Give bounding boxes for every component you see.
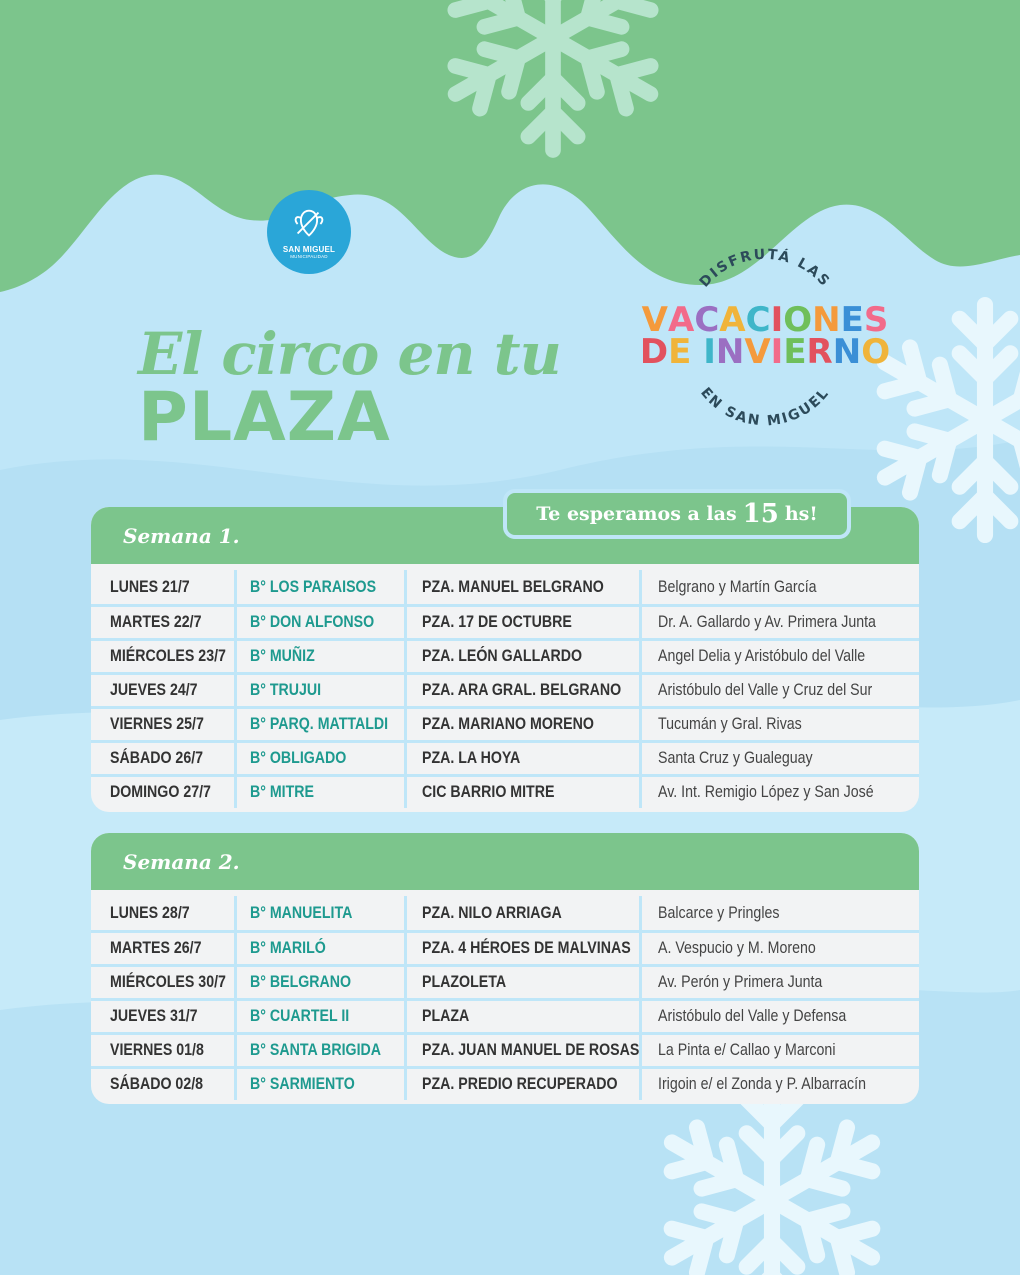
plaza-cell: [404, 570, 639, 604]
plaza-cell: [404, 1035, 639, 1066]
day-cell-text: MIÉRCOLES 30/7: [110, 973, 226, 991]
address-cell: [639, 675, 919, 706]
plaza-cell-text: PZA. PREDIO RECUPERADO: [422, 1075, 618, 1093]
barrio-cell: [234, 1069, 404, 1100]
barrio-cell: [234, 1035, 404, 1066]
plaza-cell: [404, 743, 639, 774]
plaza-cell-text: PZA. JUAN MANUEL DE ROSAS: [422, 1041, 639, 1059]
address-cell-text: Aristóbulo del Valle y Cruz del Sur: [658, 681, 873, 699]
schedule-row: [91, 998, 919, 1032]
day-cell: [91, 896, 234, 930]
schedule-row: [91, 964, 919, 998]
barrio-cell-text: B° MUÑIZ: [250, 647, 315, 665]
plaza-cell-text: PZA. LA HOYA: [422, 749, 521, 767]
plaza-cell-text: PZA. MANUEL BELGRANO: [422, 577, 604, 596]
angel-icon: [290, 205, 328, 243]
svg-text:DISFRUTÁ LAS: [697, 247, 834, 291]
address-cell-text: A. Vespucio y M. Moreno: [658, 939, 816, 957]
vacaciones-badge: [630, 245, 900, 435]
barrio-cell: [234, 743, 404, 774]
barrio-cell-text: B° OBLIGADO: [250, 749, 347, 767]
address-cell-text: Av. Int. Remigio López y San José: [658, 783, 874, 801]
svg-text:EN SAN MIGUEL: [697, 385, 833, 430]
plaza-cell: [404, 967, 639, 998]
barrio-cell: [234, 607, 404, 638]
barrio-cell: [234, 1001, 404, 1032]
plaza-cell-text: PZA. 4 HÉROES DE MALVINAS: [422, 939, 631, 957]
title-script: El circo en tu: [138, 320, 561, 388]
barrio-cell: [234, 967, 404, 998]
badge-line-2: DE INVIERNO: [639, 332, 891, 372]
barrio-cell: [234, 675, 404, 706]
plaza-cell-text: PZA. NILO ARRIAGA: [422, 903, 562, 922]
plaza-cell-text: PZA. 17 DE OCTUBRE: [422, 613, 572, 631]
week-1-title: Semana 1.: [91, 507, 919, 564]
address-cell-text: La Pinta e/ Callao y Marconi: [658, 1041, 836, 1059]
day-cell-text: SÁBADO 02/8: [110, 1075, 204, 1093]
time-tag-suffix: hs!: [784, 503, 818, 525]
address-cell: [639, 570, 919, 604]
barrio-cell-text: B° SANTA BRIGIDA: [250, 1041, 382, 1059]
address-cell: [639, 641, 919, 672]
plaza-cell: [404, 607, 639, 638]
plaza-cell-text: PZA. ARA GRAL. BELGRANO: [422, 681, 622, 699]
schedule-row: [91, 638, 919, 672]
barrio-cell-text: B° LOS PARAISOS: [250, 577, 377, 596]
address-cell-text: Aristóbulo del Valle y Defensa: [658, 1007, 847, 1025]
week-2-rows: [91, 890, 919, 1104]
barrio-cell-text: B° MITRE: [250, 783, 315, 801]
plaza-cell: [404, 1001, 639, 1032]
schedule-row: [91, 1066, 919, 1100]
day-cell: [91, 1035, 234, 1066]
plaza-cell-text: PLAZOLETA: [422, 973, 507, 991]
plaza-cell-text: PZA. LEÓN GALLARDO: [422, 647, 583, 665]
day-cell-text: SÁBADO 26/7: [110, 749, 204, 767]
barrio-cell-text: B° CUARTEL II: [250, 1007, 350, 1025]
address-cell: [639, 777, 919, 808]
schedule-row: [91, 740, 919, 774]
barrio-cell-text: B° BELGRANO: [250, 973, 352, 991]
schedule-row: [91, 706, 919, 740]
week-1-card: [91, 507, 919, 812]
day-cell: [91, 777, 234, 808]
plaza-cell: [404, 933, 639, 964]
address-cell-text: Balcarce y Pringles: [658, 903, 780, 922]
day-cell: [91, 675, 234, 706]
week-1-rows: [91, 564, 919, 812]
address-cell-text: Irigoin e/ el Zonda y P. Albarracín: [658, 1075, 866, 1093]
badge-top-arc: DISFRUTÁ LAS: [696, 246, 834, 291]
day-cell: [91, 709, 234, 740]
address-cell: [639, 1035, 919, 1066]
address-cell: [639, 1001, 919, 1032]
day-cell-text: MARTES 26/7: [110, 939, 202, 957]
logo-name: SAN MIGUEL: [282, 245, 336, 254]
barrio-cell-text: B° MANUELITA: [250, 903, 353, 922]
plaza-cell-text: PZA. MARIANO MORENO: [422, 715, 594, 733]
plaza-cell: [404, 709, 639, 740]
time-tag: [503, 489, 851, 539]
day-cell: [91, 967, 234, 998]
barrio-cell-text: B° MARILÓ: [250, 939, 326, 957]
day-cell-text: MIÉRCOLES 23/7: [110, 647, 226, 665]
day-cell: [91, 607, 234, 638]
badge-line-1: VACACIONES: [641, 300, 889, 340]
address-cell: [639, 933, 919, 964]
week-2-card: [91, 833, 919, 1104]
address-cell-text: Santa Cruz y Gualeguay: [658, 749, 813, 767]
address-cell: [639, 967, 919, 998]
time-tag-hour: 15: [742, 499, 779, 529]
schedule-row: [91, 604, 919, 638]
san-miguel-logo: [267, 190, 351, 274]
plaza-cell: [404, 641, 639, 672]
plaza-cell-text: PLAZA: [422, 1007, 470, 1025]
page-title: PLAZA: [138, 378, 391, 457]
schedule-row: [91, 1032, 919, 1066]
plaza-cell: [404, 896, 639, 930]
day-cell-text: LUNES 28/7: [110, 903, 190, 922]
week-2-title: Semana 2.: [91, 833, 919, 890]
barrio-cell-text: B° DON ALFONSO: [250, 613, 375, 631]
address-cell: [639, 607, 919, 638]
day-cell: [91, 933, 234, 964]
address-cell: [639, 709, 919, 740]
schedule-row: [91, 672, 919, 706]
day-cell: [91, 743, 234, 774]
plaza-cell-text: CIC BARRIO MITRE: [422, 783, 555, 801]
schedule-row: [91, 774, 919, 808]
day-cell: [91, 641, 234, 672]
day-cell: [91, 1001, 234, 1032]
day-cell-text: JUEVES 31/7: [110, 1007, 198, 1025]
address-cell-text: Av. Perón y Primera Junta: [658, 973, 823, 991]
barrio-cell: [234, 709, 404, 740]
day-cell: [91, 570, 234, 604]
day-cell-text: VIERNES 01/8: [110, 1041, 204, 1059]
schedule-row: [91, 896, 919, 930]
barrio-cell: [234, 570, 404, 604]
plaza-cell: [404, 777, 639, 808]
address-cell: [639, 1069, 919, 1100]
barrio-cell: [234, 933, 404, 964]
day-cell-text: LUNES 21/7: [110, 577, 190, 596]
day-cell-text: VIERNES 25/7: [110, 715, 204, 733]
barrio-cell: [234, 896, 404, 930]
plaza-cell: [404, 675, 639, 706]
barrio-cell-text: B° TRUJUI: [250, 681, 322, 699]
barrio-cell: [234, 641, 404, 672]
day-cell: [91, 1069, 234, 1100]
time-tag-prefix: Te esperamos a las: [536, 503, 737, 525]
barrio-cell-text: B° SARMIENTO: [250, 1075, 355, 1093]
address-cell-text: Belgrano y Martín García: [658, 577, 817, 596]
barrio-cell: [234, 777, 404, 808]
address-cell-text: Dr. A. Gallardo y Av. Primera Junta: [658, 613, 876, 631]
address-cell-text: Tucumán y Gral. Rivas: [658, 715, 802, 733]
address-cell-text: Angel Delia y Aristóbulo del Valle: [658, 647, 866, 665]
logo-subtitle: MUNICIPALIDAD: [290, 254, 328, 259]
address-cell: [639, 896, 919, 930]
address-cell: [639, 743, 919, 774]
schedule-row: [91, 570, 919, 604]
schedule-row: [91, 930, 919, 964]
day-cell-text: DOMINGO 27/7: [110, 783, 211, 801]
plaza-cell: [404, 1069, 639, 1100]
badge-bottom-arc: EN SAN MIGUEL: [697, 384, 833, 430]
day-cell-text: JUEVES 24/7: [110, 681, 198, 699]
day-cell-text: MARTES 22/7: [110, 613, 202, 631]
barrio-cell-text: B° PARQ. MATTALDI: [250, 715, 389, 733]
